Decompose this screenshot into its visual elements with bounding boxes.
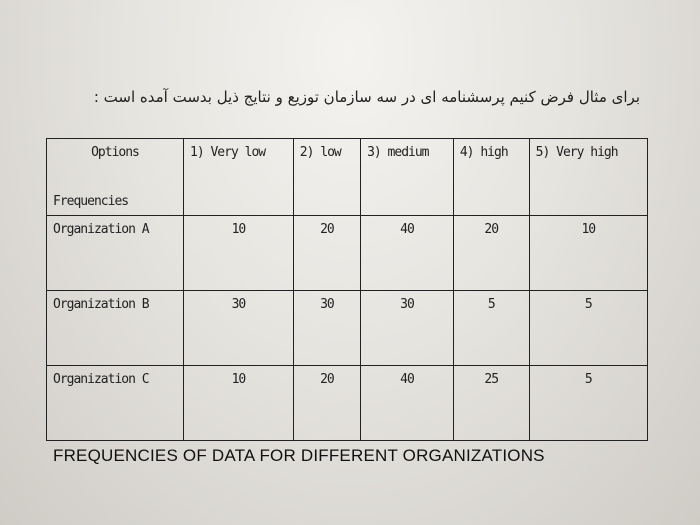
table-cell: 5 [453,291,529,366]
row-label: Organization C [47,366,184,441]
table-cell: 20 [293,366,360,441]
table-row [47,366,648,441]
corner-cell [47,139,184,216]
table-cell: 10 [529,216,647,291]
column-header: 1) Very low [184,139,294,216]
options-header: Options [91,145,139,160]
table-cell: 10 [184,216,294,291]
column-header: 4) high [453,139,529,216]
table-cell: 5 [529,366,647,441]
intro-text: برای مثال فرض کنیم پرسشنامه ای در سه سازمان توزیع و نتایج ذیل بدست آمده است : [93,88,640,106]
header-row [47,139,648,216]
frequencies-header: Frequencies [53,194,129,209]
table-cell: 5 [529,291,647,366]
table-cell: 30 [361,291,454,366]
column-header: 3) medium [361,139,454,216]
column-header: 5) Very high [529,139,647,216]
table-cell: 25 [453,366,529,441]
frequency-table [46,138,648,441]
table-row [47,291,648,366]
row-label: Organization A [47,216,184,291]
table-cell: 30 [184,291,294,366]
table-caption: FREQUENCIES OF DATA FOR DIFFERENT ORGANIZATIONS [53,446,545,465]
row-label: Organization B [47,291,184,366]
table-cell: 20 [453,216,529,291]
table-cell: 20 [293,216,360,291]
table-cell: 40 [361,216,454,291]
table-cell: 10 [184,366,294,441]
table-cell: 40 [361,366,454,441]
table-row [47,216,648,291]
column-header: 2) low [293,139,360,216]
table-cell: 30 [293,291,360,366]
